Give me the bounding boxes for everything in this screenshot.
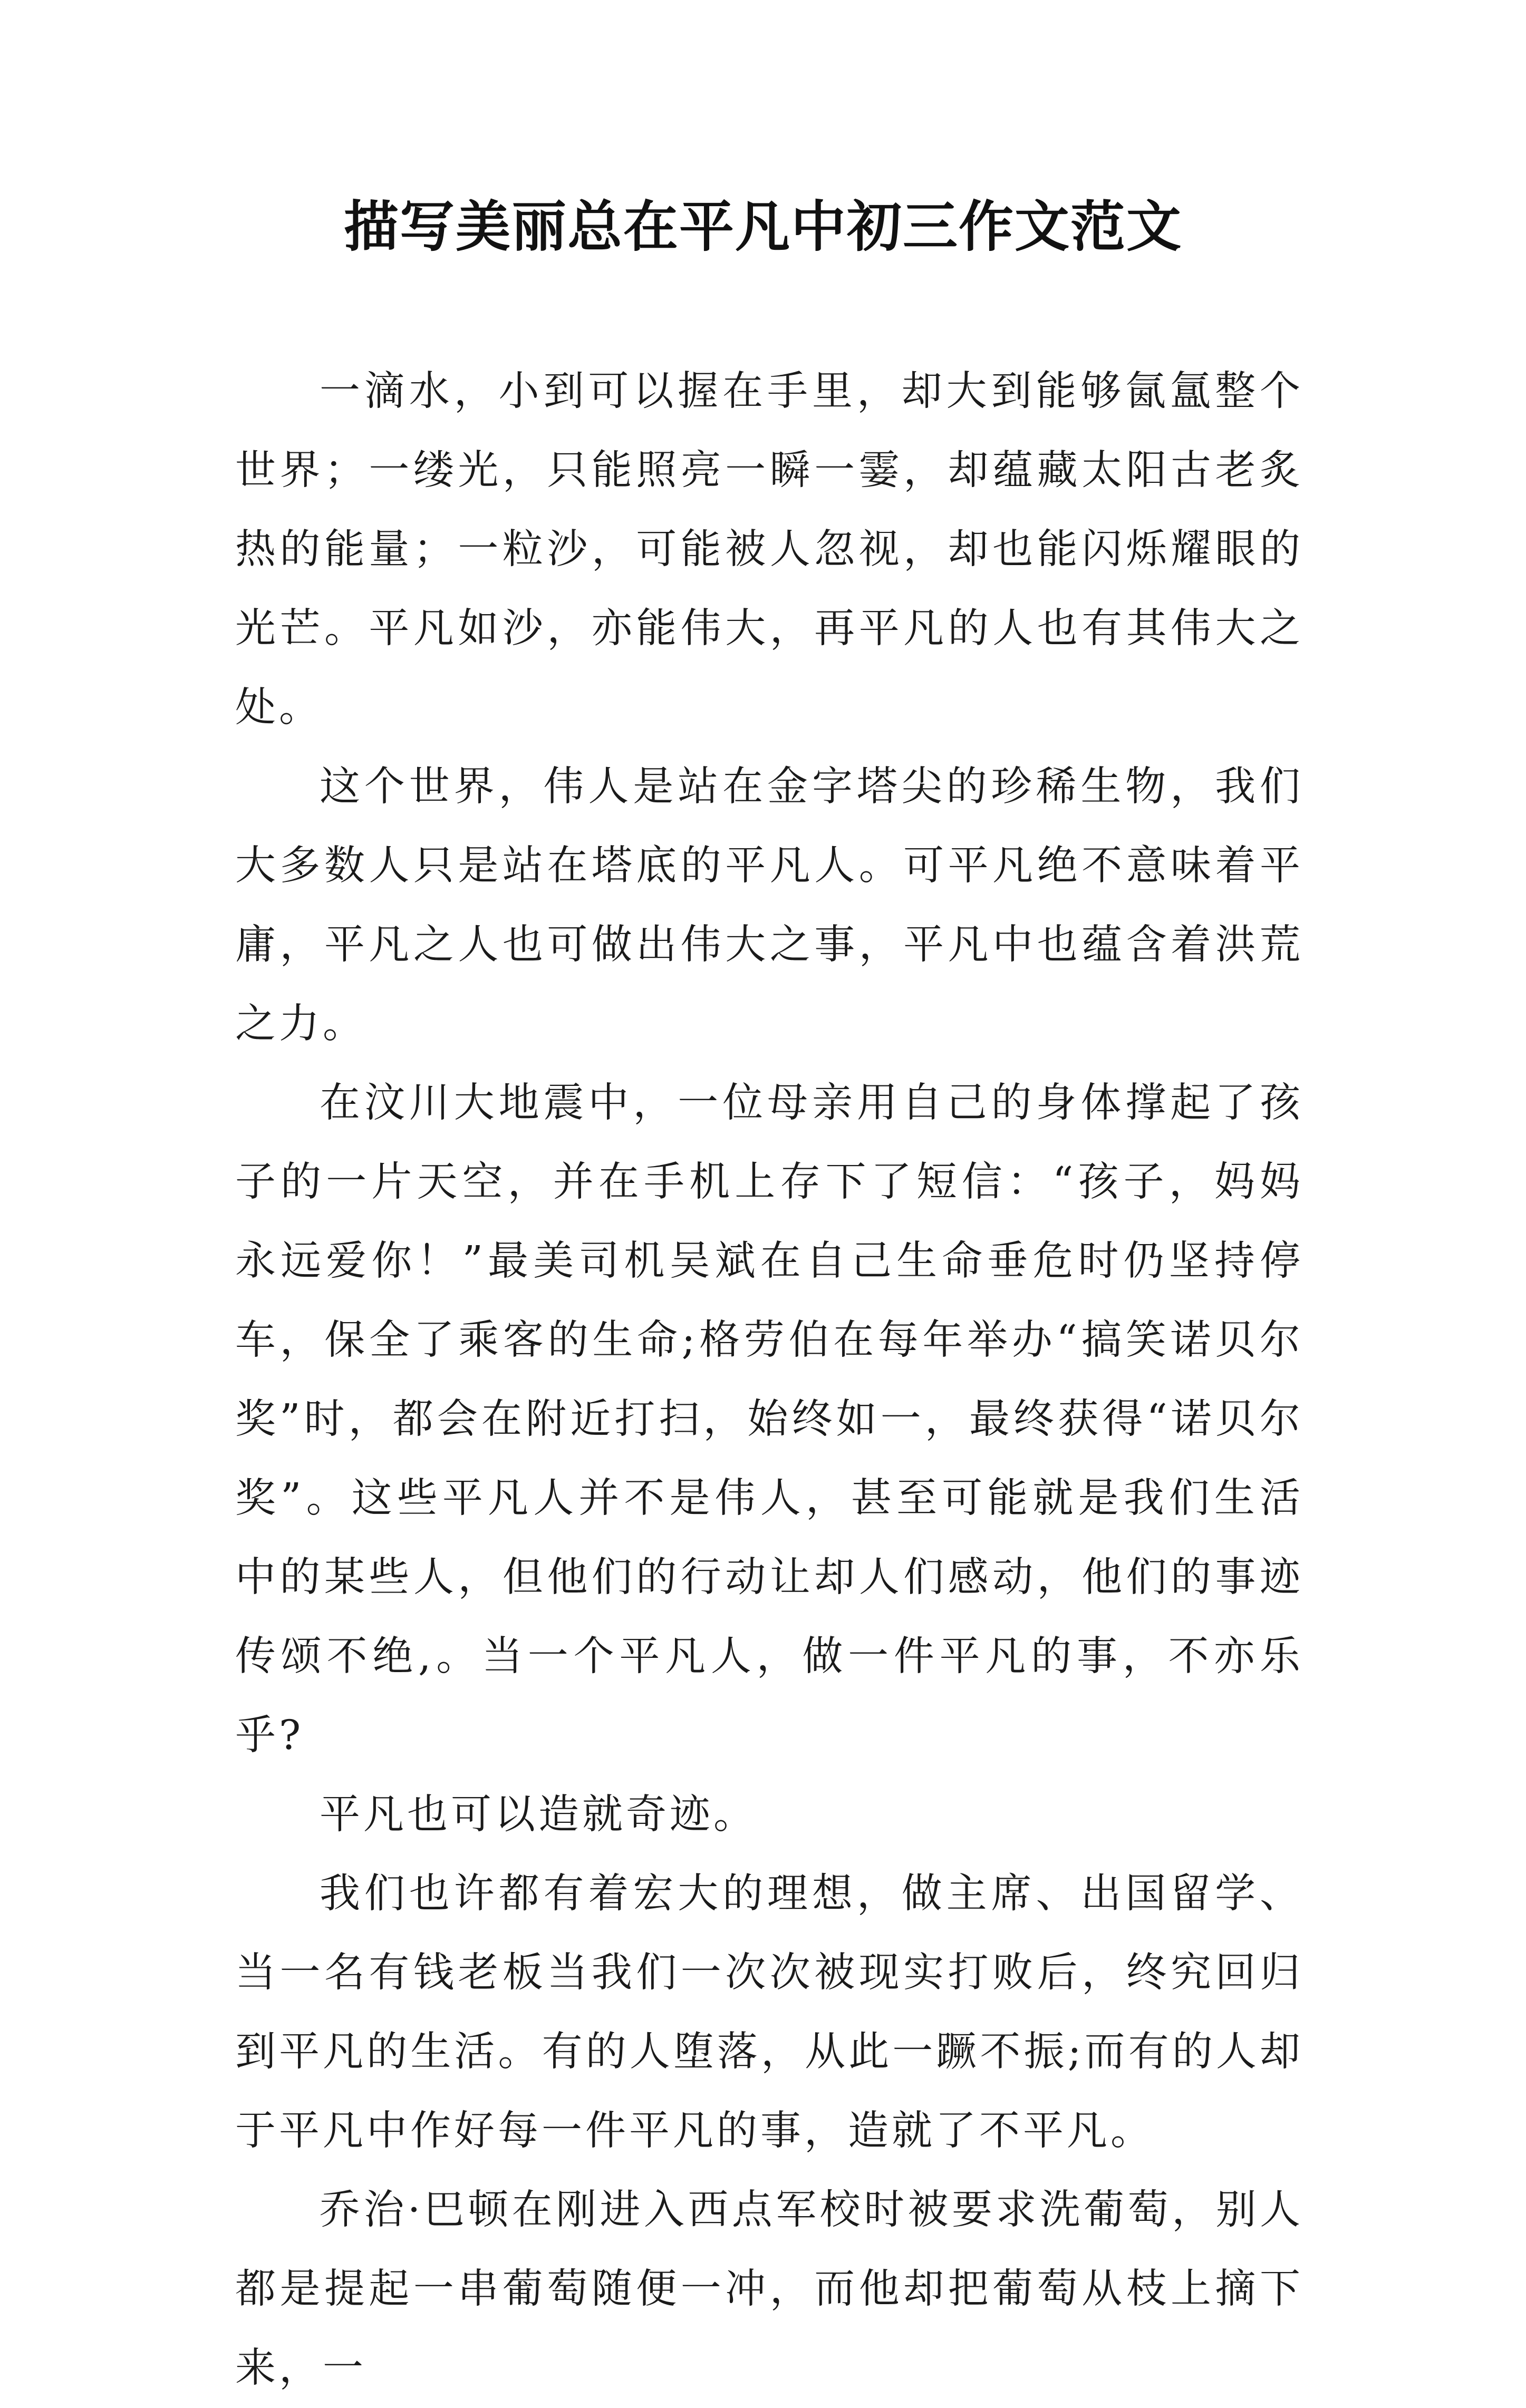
paragraph: 我们也许都有着宏大的理想，做主席、出国留学、当一名有钱老板当我们一次次被现实打败后，终究回归到平凡的生活。有的人堕落，从此一蹶不振;而有的人却于平凡中作好每一件平凡的事，造就了不平凡。 [235,1870,1303,2154]
document-body [235,352,1303,2408]
document-title: 描写美丽总在平凡中初三作文范文 [343,194,1182,259]
paragraph: 平凡也可以造就奇迹。 [320,1791,757,1838]
paragraph: 在汶川大地震中，一位母亲用自己的身体撑起了孩子的一片天空，并在手机上存下了短信：“孩子，妈妈永远爱你！”最美司机吴斌在自己生命垂危时仍坚持停车，保全了乘客的生命;格劳伯在每年举办“搞笑诺贝尔奖”时，都会在附近打扫，始终如一，最终获得“诺贝尔奖”。这些平凡人并不是伟人，甚至可能就是我们生活中的某些人，但他们的行动让却人们感动，他们的事迹传颂不绝,。当一个平凡人，做一件平凡的事，不亦乐乎? [235,1080,1303,1759]
paragraph: 一滴水，小到可以握在手里，却大到能够氤氲整个世界；一缕光，只能照亮一瞬一霎，却蕴藏太阳古老炙热的能量；一粒沙，可能被人忽视，却也能闪烁耀眼的光芒。平凡如沙，亦能伟大，再平凡的人也有其伟大之处。 [235,368,1303,731]
paragraph: 乔治·巴顿在刚进入西点军校时被要求洗葡萄，别人都是提起一串葡萄随便一冲，而他却把葡萄从枝上摘下来，一 [235,2187,1303,2392]
paragraph: 这个世界，伟人是站在金字塔尖的珍稀生物，我们大多数人只是站在塔底的平凡人。可平凡绝不意味着平庸，平凡之人也可做出伟大之事，平凡中也蕴含着洪荒之力。 [235,763,1303,1047]
